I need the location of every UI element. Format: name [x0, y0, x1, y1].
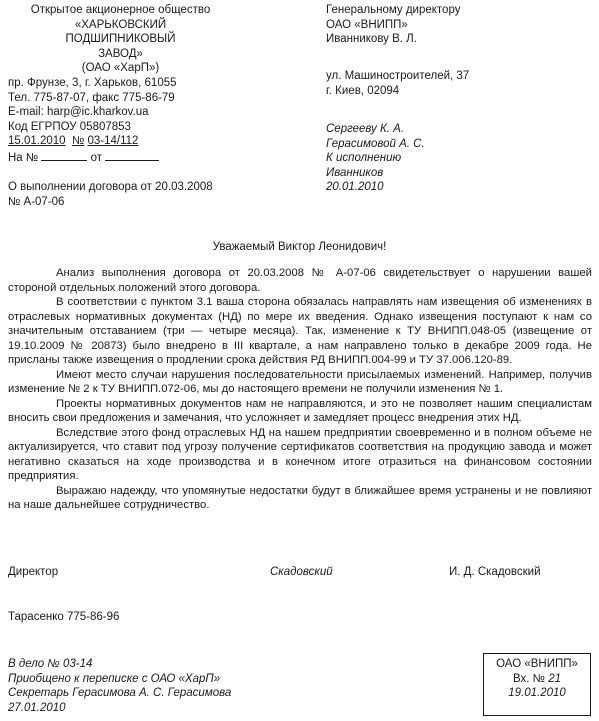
signatory-name: И. Д. Скадовский: [449, 566, 541, 578]
resolution-line: Герасимовой А. С.: [326, 137, 425, 150]
recipient-address-line: г. Киев, 02094: [326, 84, 400, 97]
executor: Тарасенко 775-86-96: [8, 611, 120, 623]
org-line: ПОДШИПНИКОВЫЙ: [65, 33, 176, 46]
recipient-line: Иванникову В. Л.: [326, 33, 417, 46]
sender-email: E-mail: harp@ic.kharkov.ua: [8, 106, 149, 119]
stamp-date: 19.01.2010: [508, 687, 566, 699]
sender-organization: [8, 3, 233, 76]
reply-reference-line: [8, 149, 233, 166]
org-line: «ХАРЬКОВСКИЙ: [74, 18, 167, 31]
body-paragraph: Анализ выполнения договора от 20.03.2008 № А-07-06 свидетельствует о нарушении вашей стороной отдельных положений этого договора.: [8, 267, 592, 294]
subject-line: № А-07-06: [8, 195, 65, 208]
sender-block: [8, 3, 233, 166]
outgoing-number: 03-14/112: [87, 135, 139, 148]
sender-phone: Тел. 775-87-07, факс 775-86-79: [8, 91, 175, 104]
body-paragraph: Имеют место случаи нарушения последовательности присылаемых изменений. Например, получив изменение № 2 к ТУ ВНИПП.072-06, мы до настоящего времени не получили изменения № 1.: [8, 368, 592, 395]
org-line: Открытое акционерное общество: [30, 4, 211, 16]
recipient-block: [326, 3, 586, 47]
filing-note-line: 27.01.2010: [8, 701, 66, 714]
handwritten-signature: Скадовский: [270, 566, 333, 578]
stamp-number-label: Вх. №: [512, 672, 546, 685]
body-paragraph: Вследствие этого фонд отраслевых НД на нашем предприятии своевременно и в полном объеме не актуализируется, что ставит под угрозу получение сертификатов соответствия на продукцию завода и может негативно сказаться на ходе производства и в конечном итоге отразиться на финансовом состоянии предприятия.: [8, 426, 592, 482]
org-line: (ОАО «ХарП»): [81, 62, 160, 75]
subject-line: О выполнении договора от 20.03.2008: [8, 181, 213, 193]
letter-body: [8, 266, 592, 513]
reply-date-blank: [105, 149, 159, 161]
stamp-number: 21: [548, 672, 562, 685]
recipient-line: Генеральному директору: [326, 4, 461, 16]
resolution: [326, 122, 425, 195]
outgoing-date: 15.01.2010: [8, 135, 66, 148]
filing-note-line: Приобщено к переписке с ОАО «ХарП»: [8, 672, 221, 685]
body-paragraph: Проекты нормативных документов нам не направляются, и это не позволяет нашим специалистам вносить свои предложения и замечания, что усложняет и замедляет процесс внедрения этих НД.: [8, 397, 592, 424]
body-paragraph: Выражаю надежду, что упомянутые недостатки будут в ближайшее время устранены и не повлияют на наше дальнейшее сотрудничество.: [8, 484, 592, 511]
filing-note: [8, 657, 231, 715]
stamp-org: ОАО «ВНИПП»: [496, 658, 578, 670]
resolution-line: К исполнению: [326, 152, 402, 165]
recipient-address-line: ул. Машиностроителей, 37: [326, 70, 470, 82]
salutation: Уважаемый Виктор Леонидович!: [212, 241, 387, 253]
reply-no-label: На №: [8, 151, 39, 164]
reply-from-label: от: [90, 151, 103, 164]
outgoing-number-line: [8, 134, 233, 149]
sender-egrpou: Код ЕГРПОУ 05807853: [8, 120, 131, 133]
stamp-number-line: [484, 672, 590, 687]
sender-address: пр. Фрунзе, 3, г. Харьков, 61055: [8, 76, 177, 89]
signature-position: Директор: [8, 566, 59, 578]
resolution-line: Иванников: [326, 166, 384, 179]
outgoing-no-label: №: [71, 135, 85, 148]
body-paragraph: В соответствии с пунктом 3.1 ваша сторона обязалась направлять нам извещения об изменениях в отраслевых нормативных документах (НД) по мере их введения. Однако извещения поступают к нам со значительным отставанием (три — четыре месяца). Так, изменение к ТУ ВНИПП.048-05 (извещение от 19.10.2009 № 20873) было внедрено в III квартале, а нам направлено только в декабре 2009 года. Не присланы также извещения о продлении срока действия РД ВНИПП.004-99 и ТУ 37.006.120-89.: [8, 296, 592, 366]
filing-note-line: Секретарь Герасимова А. С. Герасимова: [8, 687, 232, 700]
registration-stamp: [483, 653, 591, 716]
resolution-line: 20.01.2010: [326, 181, 384, 194]
resolution-line: Сергееву К. А.: [326, 123, 405, 135]
filing-note-line: В дело № 03-14: [8, 658, 93, 670]
recipient-address: [326, 69, 469, 98]
reply-number-blank: [41, 149, 87, 161]
recipient-line: ОАО «ВНИПП»: [326, 18, 408, 31]
subject: [8, 180, 213, 209]
org-line: ЗАВОД»: [98, 47, 143, 60]
